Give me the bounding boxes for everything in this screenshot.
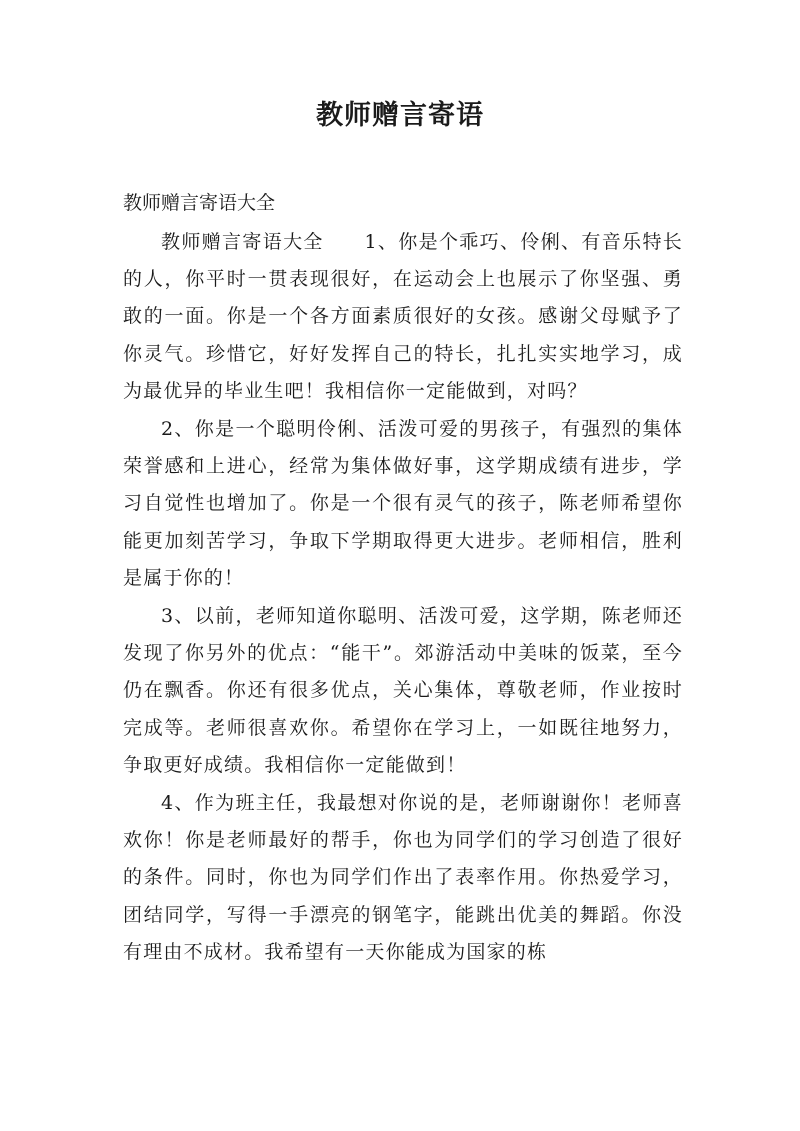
document-title: 教师赠言寄语 <box>316 100 484 131</box>
paragraph-1: 教师赠言寄语大全 1、你是个乖巧、伶俐、有音乐特长的人，你平时一贯表现很好，在运动会上也展示了你坚强、勇敢的一面。你是一个各方面素质很好的女孩。感谢父母赋予了你灵气。珍惜它，好好发挥自己的特长，扎扎实实地学习，成为最优异的毕业生吧！我相信你一定能做到，对吗？ <box>123 231 683 402</box>
document-body <box>123 224 683 972</box>
paragraph-3: 3、以前，老师知道你聪明、活泼可爱，这学期，陈老师还发现了你另外的优点：“能干”。郊游活动中美味的饭菜，至今仍在飘香。你还有很多优点，关心集体，尊敬老师，作业按时完成等。老师很喜欢你。希望你在学习上，一如既往地努力，争取更好成绩。我相信你一定能做到！ <box>123 605 683 776</box>
paragraph-4: 4、作为班主任，我最想对你说的是，老师谢谢你！老师喜欢你！你是老师最好的帮手，你也为同学们的学习创造了很好的条件。同时，你也为同学们作出了表率作用。你热爱学习，团结同学，写得一手漂亮的钢笔字，能跳出优美的舞蹈。你没有理由不成材。我希望有一天你能成为国家的栋 <box>123 792 683 963</box>
paragraph-2: 2、你是一个聪明伶俐、活泼可爱的男孩子，有强烈的集体荣誉感和上进心，经常为集体做好事，这学期成绩有进步，学习自觉性也增加了。你是一个很有灵气的孩子，陈老师希望你能更加刻苦学习，争取下学期取得更大进步。老师相信，胜利是属于你的！ <box>123 418 683 589</box>
document-subtitle: 教师赠言寄语大全 <box>123 192 276 214</box>
